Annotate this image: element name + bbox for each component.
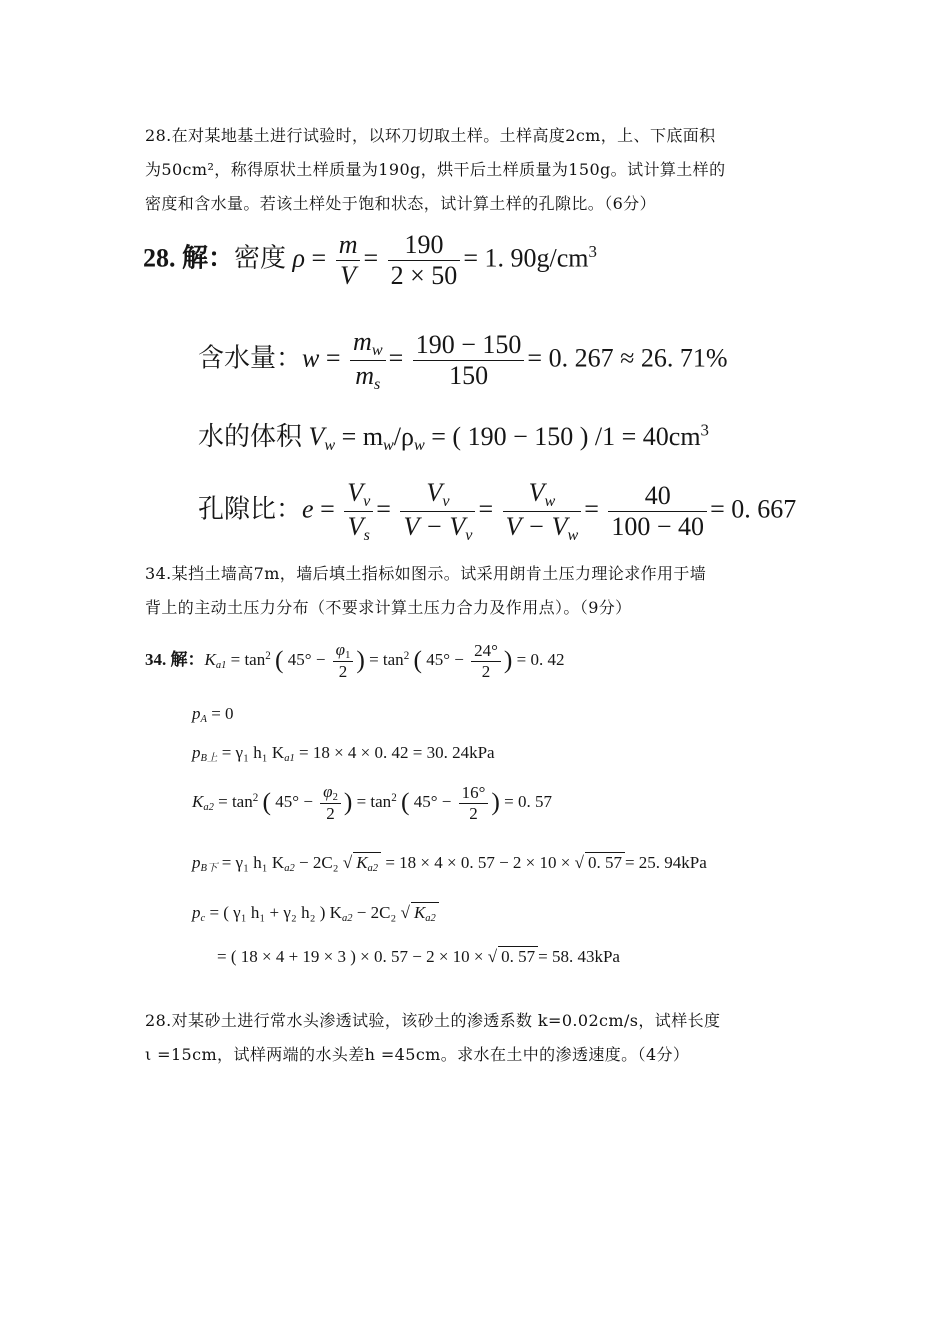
question-34-earth-pressure — [145, 557, 810, 625]
subscript: a2 — [284, 863, 295, 875]
superscript: 2 — [391, 791, 397, 804]
w-symbol: w — [302, 343, 320, 373]
subscript: 2 — [332, 792, 338, 804]
numerator: 16° — [461, 782, 486, 802]
subscript: v — [465, 526, 473, 544]
equation-part: = tan — [230, 649, 266, 669]
denominator: 2 — [320, 803, 341, 824]
k-symbol: K — [413, 903, 426, 922]
water-volume-equation — [198, 416, 709, 455]
numerator: 190 — [404, 230, 444, 259]
denominator: m — [355, 360, 375, 390]
equation-part: = ( 18 × 4 + 19 × 3 ) × 0. 57 − 2 × 10 × — [217, 947, 488, 966]
question-line: 为50cm²，称得原状土样质量为190g，烘干后土样质量为150g。试计算土样的 — [145, 160, 726, 179]
equation-part: = tan — [369, 649, 404, 669]
equation-part: = γ₁ h₁ K — [221, 853, 285, 872]
subscript: s — [374, 375, 381, 393]
subscript: a2 — [367, 863, 379, 875]
fraction-16-over-2 — [459, 783, 489, 824]
equation-part: /ρ — [393, 422, 414, 451]
fraction-phi2-over-2 — [320, 782, 341, 824]
question-line: 密度和含水量。若该土样处于饱和状态，试计算土样的孔隙比。（6分） — [145, 194, 656, 213]
fraction-vv-over-v-minus-vv — [400, 478, 475, 545]
subscript: w — [383, 436, 394, 454]
equation-part: 45° − — [426, 649, 464, 669]
fraction-40-over-60 — [608, 481, 707, 542]
subscript: B下 — [200, 863, 218, 875]
superscript: 2 — [265, 649, 271, 662]
void-ratio-label: 孔隙比： — [198, 494, 303, 524]
ka1-result: = 0. 42 — [516, 649, 565, 669]
subscript: a2 — [341, 913, 353, 925]
fraction-mw-over-ms — [350, 327, 386, 394]
fraction-24-over-2 — [471, 641, 501, 682]
equation-part: 45° − — [413, 791, 452, 811]
ka1-equation: 34. 解：$K_{a1} = \tan^2$ ( 45° − $\frac{\varphi_1}{2}$ ) = $\tan^2$ ( 45° − $\frac{24^\circ}{2}$ ) = 0. 42 — [145, 640, 565, 682]
density-label: 密度 — [234, 243, 287, 273]
numerator: 40 — [644, 480, 671, 510]
equation-part: 45° − — [275, 791, 313, 811]
pc-result: = 58. 43kPa — [538, 947, 620, 966]
subscript: w — [567, 526, 579, 544]
subscript: B上 — [200, 753, 218, 765]
denominator: 2 — [459, 803, 489, 824]
subscript: A — [200, 714, 207, 726]
subscript: a2 — [425, 913, 436, 925]
numerator: φ — [323, 782, 333, 801]
pb-upper-equation — [192, 743, 495, 765]
k-symbol: K — [204, 649, 216, 669]
density-result: = 1. 90g/cm — [463, 243, 589, 273]
subscript: a1 — [215, 660, 227, 672]
subscript: w — [414, 436, 425, 454]
numerator: 190 − 150 — [415, 329, 522, 359]
denominator: V — [347, 511, 364, 541]
fraction-vw-over-v-minus-vw — [503, 478, 582, 545]
p-symbol: p — [192, 743, 201, 762]
superscript: 3 — [700, 420, 709, 440]
p-symbol: p — [192, 704, 201, 723]
subscript: 1 — [345, 650, 351, 662]
question-28-density — [145, 119, 810, 221]
denominator: 2 — [471, 661, 501, 682]
sqrt-value: 0. 57 — [498, 946, 538, 967]
v-symbol: V — [308, 422, 325, 451]
denominator: 150 — [413, 360, 525, 391]
numerator: m — [353, 327, 372, 356]
density-equation: 28. 解：密度 ρ = $\frac{m}{V}$ = $\frac{190}{2 \times 50}$ = 1. $90g/cm^3$ — [143, 230, 597, 290]
ka2-equation: $K_{a2} = \tan^2$ ( 45° − $\frac{\varphi_2}{2}$ ) = $\tan^2$ ( 45° − $\frac{16^\circ}{2}$ ) = 0. 57 — [192, 782, 553, 824]
fraction-water — [413, 330, 525, 391]
numerator: V — [347, 478, 364, 507]
denominator: V — [336, 260, 361, 291]
subscript: s — [363, 526, 370, 544]
void-ratio-equation: 孔隙比：e = $\frac{V_v}{V_s}$ = $\frac{V_v}{V - V_v}$ = $\frac{V_w}{V - V_w}$ = $\frac{40}{100 - 40}$ = 0. 667 — [198, 478, 797, 544]
denominator: 100 − 40 — [608, 511, 707, 542]
pc-equation-continued: = ( 18 × 4 + 19 × 3 ) × 0. 57 − 2 × 10 × √ 0. 57 = 58. 43kPa — [217, 947, 620, 966]
denominator: 2 — [333, 661, 354, 682]
denominator: 2 × 50 — [388, 260, 461, 291]
pb-lower-equation: $p_{B下} = \gamma_1$ h₁ $K_{a2} - 2C_2$ √ $K_{a2} = 18 \times 4 \times 0$. 57 − 2 × 10 × √ 0. 57 = 25. 94kPa — [192, 853, 707, 875]
subscript: a1 — [284, 753, 295, 765]
equation-part: 45° − — [287, 649, 326, 669]
pa-equation — [192, 704, 234, 725]
equation-part: = m — [341, 422, 384, 451]
rho-symbol: ρ — [292, 243, 306, 273]
numerator: V — [528, 478, 545, 507]
equation-part: = 18 × 4 × 0. 57 − 2 × 10 × — [385, 853, 575, 872]
pa-result: = 0 — [211, 704, 234, 723]
equation-part: = tan — [218, 791, 253, 811]
subscript: w — [544, 492, 556, 510]
equation-part: − 2C₂ — [294, 853, 343, 872]
water-volume-label: 水的体积 — [198, 422, 303, 451]
p-symbol: p — [192, 853, 201, 872]
solution-label: 34. 解： — [145, 649, 205, 669]
superscript: 3 — [588, 242, 597, 262]
equation-part: − 2C₂ — [352, 903, 401, 922]
question-line: 背上的主动土压力分布（不要求计算土压力合力及作用点）。（9分） — [145, 598, 632, 617]
numerator: 24° — [474, 640, 498, 660]
subscript: w — [371, 341, 383, 359]
k-symbol: K — [356, 853, 368, 872]
numerator: φ — [335, 640, 346, 659]
subscript: c — [200, 913, 206, 925]
fraction-m-over-v — [336, 230, 361, 291]
question-line: 28.在对某地基土进行试验时，以环刀切取土样。土样高度2cm，上、下底面积 — [145, 126, 716, 145]
water-content-equation: 含水量：w = $\frac{m_w}{m_s}$ = $\frac{190 - 150}{150}$ = 0. 267 ≈ 26. 71% — [198, 327, 728, 393]
pb-lower-result: = 25. 94kPa — [624, 853, 707, 872]
fraction-vv-over-vs — [344, 478, 373, 545]
subscript: v — [442, 492, 450, 510]
equation-part: = ( γ₁ h₁ + γ₂ h₂ ) K — [209, 903, 342, 922]
question-line: 34.某挡土墙高7m，墙后填土指标如图示。试采用朗肯土压力理论求作用于墙 — [145, 564, 707, 583]
subscript: a2 — [203, 802, 214, 814]
numerator: V — [426, 478, 443, 507]
water-volume-result: = ( 190 − 150 ) /1 = 40cm — [431, 422, 701, 451]
equation-part: = tan — [356, 791, 392, 811]
void-ratio-result: = 0. 667 — [710, 494, 797, 524]
e-symbol: e — [302, 494, 314, 524]
water-content-result: = 0. 267 ≈ 26. 71% — [527, 343, 728, 373]
subscript: v — [363, 492, 371, 510]
fraction-phi1-over-2 — [333, 640, 354, 682]
numerator: m — [338, 230, 358, 259]
water-content-label: 含水量： — [198, 343, 303, 373]
superscript: 2 — [403, 649, 410, 662]
superscript: 2 — [252, 791, 259, 804]
equation-part: = γ₁ h₁ K — [221, 743, 285, 762]
denominator: V − V — [403, 511, 466, 541]
question-line: 28.对某砂土进行常水头渗透试验，该砂土的渗透系数 k=0.02cm/s，试样长度 — [145, 1011, 721, 1030]
pc-equation: $p_c$ = ( γ₁ h₁ + γ₂ h₂ ) $K_{a2} - 2C_2$ √ $K_{a2}$ — [192, 902, 439, 924]
p-symbol: p — [192, 903, 201, 922]
subscript: w — [324, 436, 336, 454]
solution-label: 28. 解： — [143, 243, 235, 273]
denominator: V − V — [505, 511, 568, 541]
question-28-permeability — [145, 1004, 810, 1072]
pb-upper-result: = 18 × 4 × 0. 42 = 30. 24kPa — [298, 743, 495, 762]
fraction-190-over-100 — [388, 230, 461, 291]
sqrt-value: 0. 57 — [585, 852, 625, 873]
k-symbol: K — [192, 791, 204, 811]
question-line: ι =15cm，试样两端的水头差h =45cm。求水在土中的渗透速度。（4分） — [145, 1045, 690, 1064]
ka2-result: = 0. 57 — [504, 791, 553, 811]
